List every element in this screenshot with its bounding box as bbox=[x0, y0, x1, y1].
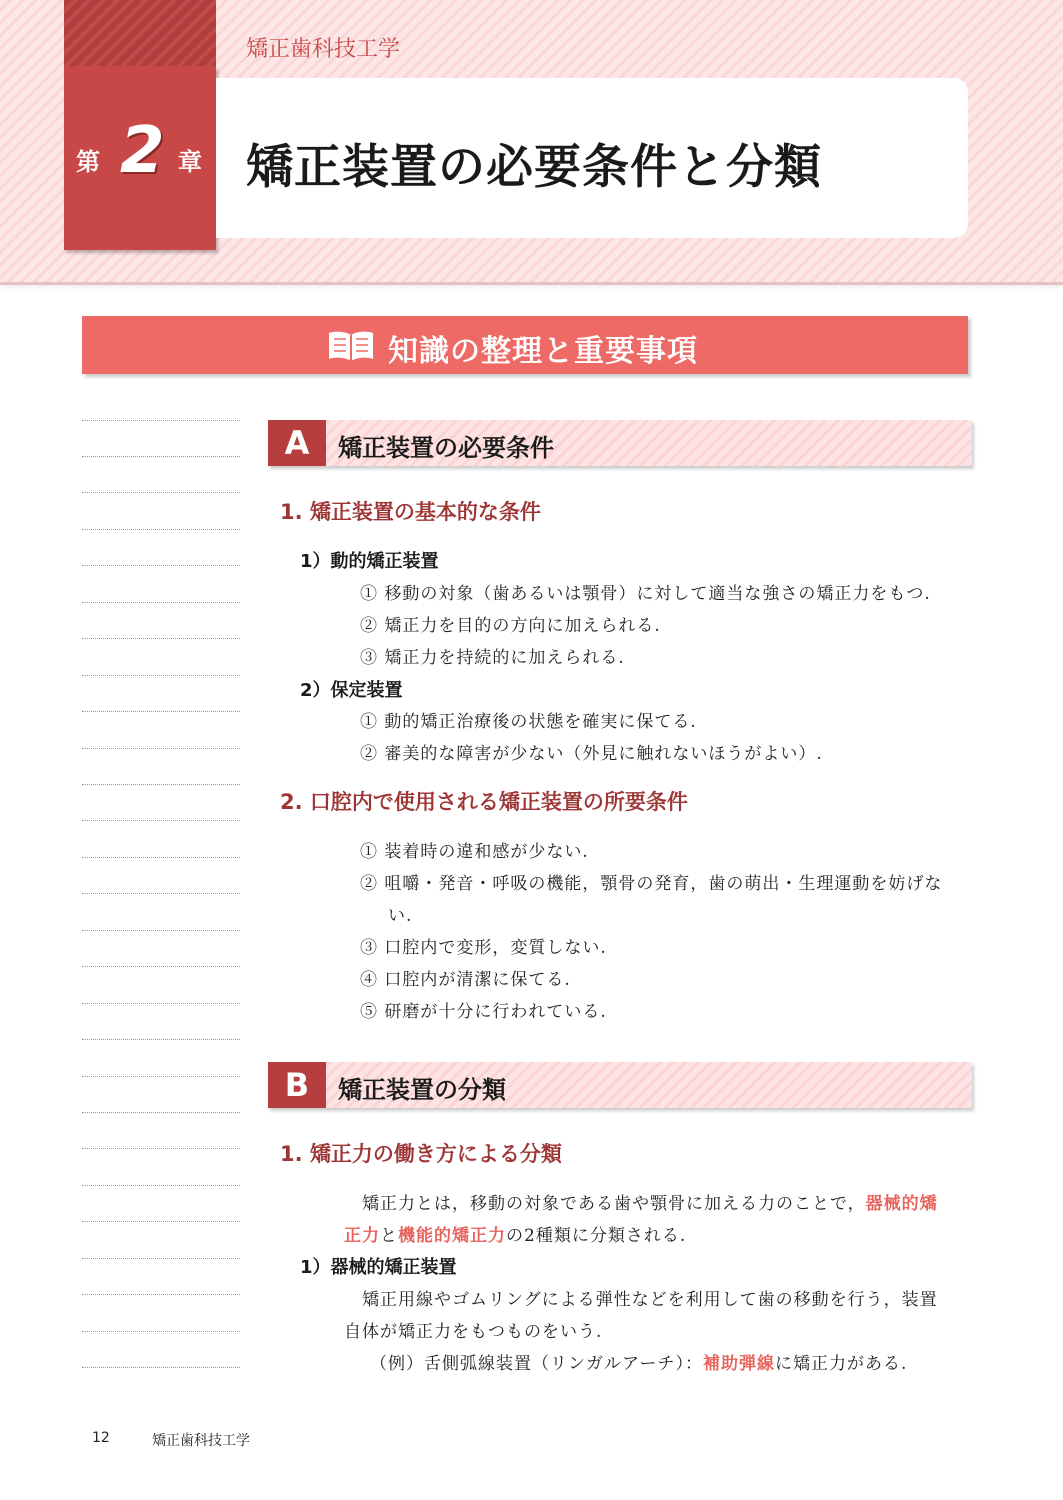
memo-line bbox=[82, 529, 240, 530]
subheading-force-classification: 1. 矯正力の働き方による分類 bbox=[280, 1142, 562, 1166]
list-item-continued: い. bbox=[388, 906, 413, 926]
memo-line bbox=[82, 456, 240, 457]
memo-line bbox=[82, 1367, 240, 1368]
example-line bbox=[370, 1349, 907, 1374]
highlight-term: 機能的矯正力 bbox=[398, 1226, 506, 1246]
paragraph-line: 自体が矯正力をもつものをいう. bbox=[344, 1322, 603, 1342]
memo-line bbox=[82, 675, 240, 676]
memo-line bbox=[82, 1076, 240, 1077]
memo-line bbox=[82, 1258, 240, 1259]
section-b-letter: B bbox=[268, 1062, 326, 1108]
memo-line bbox=[82, 1294, 240, 1295]
chapter-prefix: 第 bbox=[76, 148, 100, 176]
list-item: ④ 口腔内が清潔に保てる. bbox=[360, 970, 571, 990]
chapter-number-tab bbox=[64, 66, 216, 250]
memo-line bbox=[82, 930, 240, 931]
memo-line bbox=[82, 1148, 240, 1149]
subheading-intraoral-conditions: 2. 口腔内で使用される矯正装置の所要条件 bbox=[280, 790, 688, 814]
memo-line bbox=[82, 784, 240, 785]
knowledge-banner bbox=[82, 316, 968, 374]
memo-line bbox=[82, 638, 240, 639]
list-item: ② 咀嚼・発音・呼吸の機能，顎骨の発育，歯の萌出・生理運動を妨げな bbox=[360, 874, 943, 894]
memo-line bbox=[82, 1221, 240, 1222]
intro-text: の2種類に分類される. bbox=[506, 1226, 687, 1246]
section-b-heading bbox=[268, 1062, 972, 1108]
subheading-dynamic-appliance: 1）動的矯正装置 bbox=[300, 551, 439, 572]
list-item: ① 動的矯正治療後の状態を確実に保てる. bbox=[360, 712, 697, 732]
highlight-term: 正力 bbox=[344, 1226, 380, 1246]
memo-line bbox=[82, 492, 240, 493]
paragraph-line: 矯正用線やゴムリングによる弾性などを利用して歯の移動を行う，装置 bbox=[362, 1290, 938, 1310]
highlight-term: 補助弾線 bbox=[703, 1354, 775, 1374]
list-item: ① 移動の対象（歯あるいは顎骨）に対して適当な強さの矯正力をもつ. bbox=[360, 584, 931, 604]
list-item: ③ 口腔内で変形，変質しない. bbox=[360, 938, 607, 958]
memo-line bbox=[82, 420, 240, 421]
section-a-title: 矯正装置の必要条件 bbox=[338, 434, 554, 462]
chapter-number: 2 bbox=[120, 114, 165, 188]
chapter-title: 矯正装置の必要条件と分類 bbox=[246, 140, 822, 195]
intro-text: 矯正力とは，移動の対象である歯や顎骨に加える力のことで， bbox=[362, 1194, 866, 1214]
footer-book-title: 矯正歯科技工学 bbox=[152, 1433, 250, 1449]
header-book-title: 矯正歯科技工学 bbox=[246, 37, 401, 62]
intro-text: と bbox=[380, 1226, 398, 1246]
list-item: ② 審美的な障害が少ない（外見に触れないほうがよい）. bbox=[360, 744, 823, 764]
memo-line bbox=[82, 1112, 240, 1113]
subheading-basic-conditions: 1. 矯正装置の基本的な条件 bbox=[280, 500, 541, 524]
open-book-icon bbox=[326, 329, 376, 363]
banner-label: 知識の整理と重要事項 bbox=[388, 334, 698, 369]
intro-paragraph-line1 bbox=[362, 1189, 938, 1214]
memo-line bbox=[82, 1185, 240, 1186]
chapter-tab-top bbox=[64, 0, 216, 66]
highlight-term: 器械的矯 bbox=[865, 1194, 938, 1214]
memo-line bbox=[82, 748, 240, 749]
section-a-heading bbox=[268, 420, 972, 466]
list-item: ① 装着時の違和感が少ない. bbox=[360, 842, 589, 862]
memo-line bbox=[82, 820, 240, 821]
memo-line bbox=[82, 857, 240, 858]
memo-line bbox=[82, 1331, 240, 1332]
section-b-title: 矯正装置の分類 bbox=[338, 1076, 506, 1104]
page-number: 12 bbox=[92, 1430, 110, 1446]
list-item: ③ 矯正力を持続的に加えられる. bbox=[360, 648, 625, 668]
subheading-retention-appliance: 2）保定装置 bbox=[300, 680, 403, 701]
memo-line bbox=[82, 1003, 240, 1004]
list-item: ② 矯正力を目的の方向に加えられる. bbox=[360, 616, 661, 636]
memo-line bbox=[82, 893, 240, 894]
chapter-suffix: 章 bbox=[178, 148, 202, 176]
section-a-letter: A bbox=[268, 420, 326, 466]
chapter-title-box bbox=[216, 78, 968, 238]
list-item: ⑤ 研磨が十分に行われている. bbox=[360, 1002, 607, 1022]
example-text: に矯正力がある. bbox=[775, 1354, 908, 1374]
memo-line bbox=[82, 1039, 240, 1040]
memo-line bbox=[82, 565, 240, 566]
intro-paragraph-line2 bbox=[344, 1221, 686, 1246]
memo-line bbox=[82, 711, 240, 712]
memo-line bbox=[82, 602, 240, 603]
example-text: （例）舌側弧線装置（リンガルアーチ）： bbox=[370, 1354, 703, 1374]
memo-line bbox=[82, 966, 240, 967]
subheading-mechanical-appliance: 1）器械的矯正装置 bbox=[300, 1257, 457, 1278]
